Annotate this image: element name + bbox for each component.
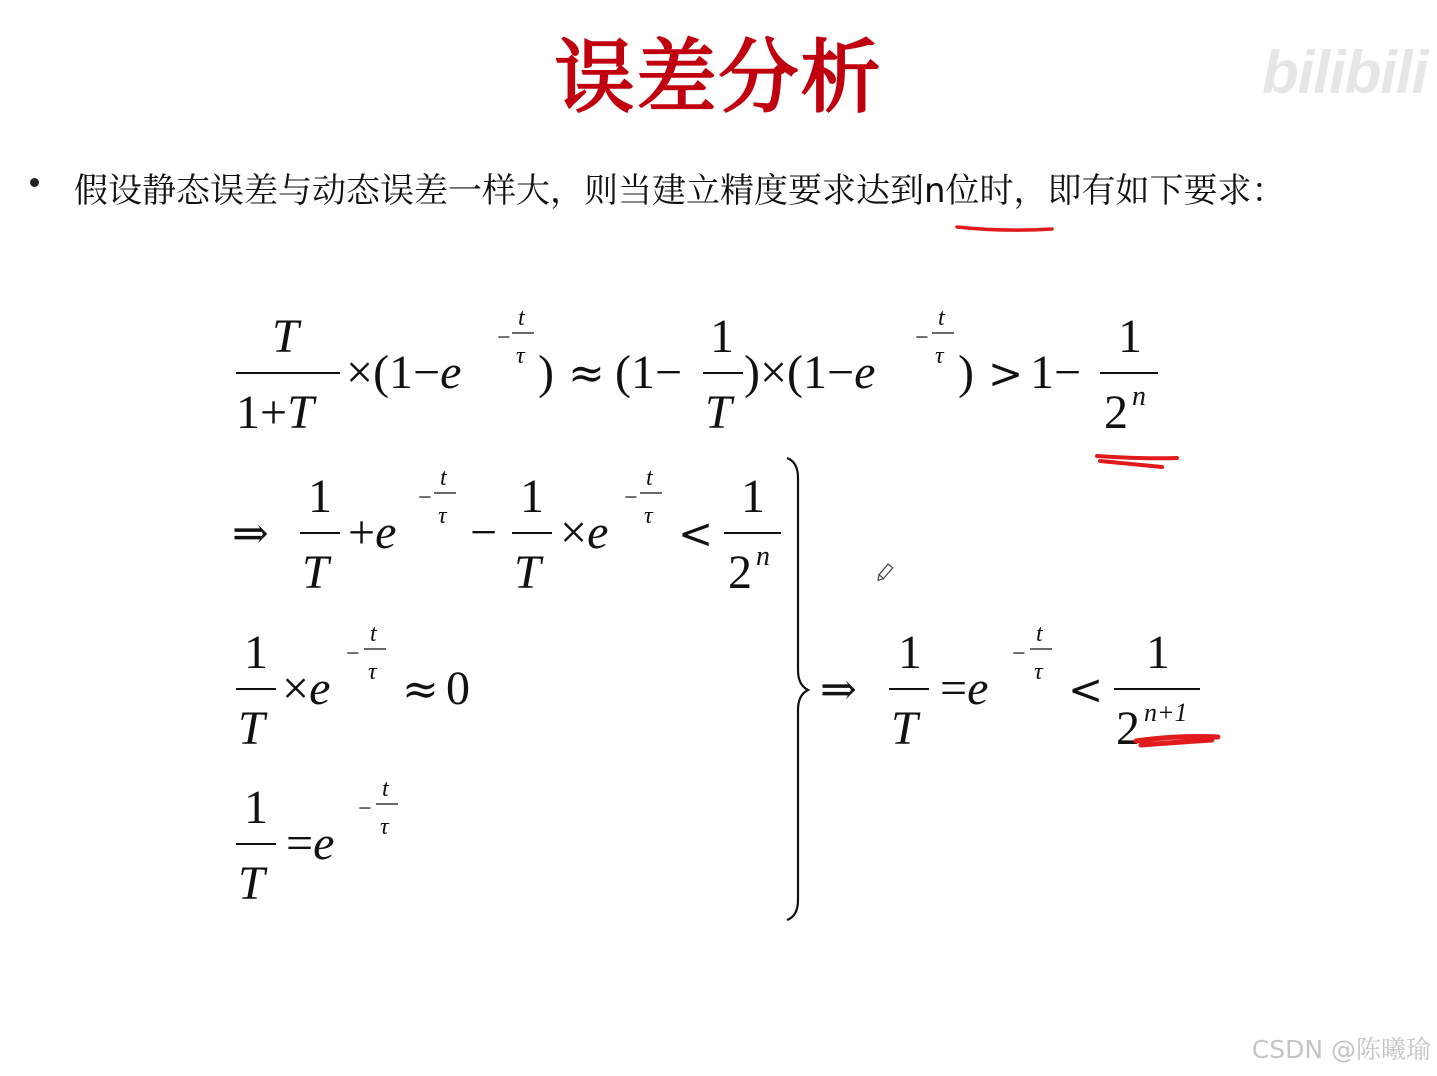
svg-text:−: − — [418, 485, 432, 511]
svg-text:2: 2 — [1116, 702, 1140, 755]
svg-text:⇒: ⇒ — [820, 664, 857, 715]
pen-cursor-icon — [876, 564, 893, 582]
svg-text:T: T — [302, 546, 329, 599]
svg-text:): ) — [538, 346, 554, 399]
svg-text:τ: τ — [438, 503, 447, 529]
svg-text:1: 1 — [308, 470, 332, 523]
svg-text:1: 1 — [1118, 310, 1142, 363]
underline-2n1 — [1136, 737, 1218, 746]
svg-text:>: > — [988, 349, 1024, 398]
svg-text:τ: τ — [935, 343, 944, 369]
eq1-part2: ×(1−e — [346, 346, 462, 399]
result-equation — [820, 621, 1200, 755]
svg-text:1: 1 — [741, 470, 765, 523]
svg-text:T: T — [891, 702, 918, 755]
svg-text:1: 1 — [710, 310, 734, 363]
watermark: CSDN @陈曦瑜 — [1251, 1035, 1431, 1064]
svg-text:)×(1−e: )×(1−e — [744, 346, 876, 399]
svg-text:τ: τ — [644, 503, 653, 529]
equation-line-4 — [236, 776, 398, 910]
svg-text:−: − — [915, 325, 929, 351]
svg-text:T: T — [238, 702, 265, 755]
eq1-frac1-den: 1+T — [236, 386, 314, 439]
svg-text:n: n — [1132, 381, 1146, 412]
svg-text:T: T — [514, 546, 541, 599]
underline-2n — [1097, 456, 1177, 467]
svg-text:−: − — [1012, 641, 1026, 667]
svg-text:t: t — [1036, 621, 1043, 647]
right-brace — [787, 458, 808, 920]
svg-text:t: t — [370, 621, 377, 647]
svg-text:=e: =e — [286, 817, 335, 870]
svg-text:−: − — [358, 796, 372, 822]
svg-text:): ) — [958, 346, 974, 399]
eq1-frac1-num: T — [272, 310, 299, 363]
svg-text:−: − — [497, 325, 511, 351]
bullet-text: 假设静态误差与动态误差一样大，则当建立精度要求达到n位时，即有如下要求： — [74, 171, 1286, 211]
svg-text:t: t — [382, 776, 389, 802]
svg-text:1: 1 — [520, 470, 544, 523]
equation-line-3 — [236, 621, 470, 755]
svg-text:⇒: ⇒ — [232, 508, 269, 559]
equation-line-2 — [232, 465, 781, 599]
svg-text:−: − — [624, 485, 638, 511]
svg-text:≈: ≈ — [402, 664, 439, 715]
svg-text:n: n — [756, 541, 770, 572]
svg-text:1: 1 — [898, 626, 922, 679]
svg-text:τ: τ — [368, 659, 377, 685]
svg-text:T: T — [238, 857, 265, 910]
svg-text:+e: +e — [348, 506, 397, 559]
svg-text:0: 0 — [446, 662, 470, 715]
svg-text:τ: τ — [516, 343, 525, 369]
bilibili-logo: bilibili — [1262, 39, 1428, 106]
svg-text:t: t — [518, 305, 525, 331]
svg-text:=e: =e — [940, 662, 989, 715]
svg-text:2: 2 — [1104, 386, 1128, 439]
svg-text:(1−: (1− — [615, 346, 683, 399]
svg-text:1: 1 — [244, 781, 268, 834]
svg-text:1: 1 — [1146, 626, 1170, 679]
svg-text:t: t — [440, 465, 447, 491]
equation-line-1 — [236, 305, 1158, 439]
svg-text:−: − — [470, 506, 498, 559]
svg-text:1−: 1− — [1030, 346, 1082, 399]
svg-text:t: t — [938, 305, 945, 331]
svg-text:t: t — [646, 465, 653, 491]
svg-text:τ: τ — [380, 814, 389, 840]
svg-text:2: 2 — [728, 546, 752, 599]
slide-title: 误差分析 — [554, 31, 883, 124]
svg-text:×e: ×e — [282, 662, 331, 715]
underline-n-wei-shi — [957, 227, 1052, 230]
svg-text:<: < — [678, 509, 714, 558]
svg-text:−: − — [346, 641, 360, 667]
svg-text:<: < — [1068, 665, 1104, 714]
svg-text:≈: ≈ — [568, 348, 605, 399]
svg-text:T: T — [705, 386, 732, 439]
svg-text:n+1: n+1 — [1144, 698, 1188, 727]
svg-text:1: 1 — [244, 626, 268, 679]
svg-text:τ: τ — [1034, 659, 1043, 685]
svg-text:×e: ×e — [560, 506, 609, 559]
